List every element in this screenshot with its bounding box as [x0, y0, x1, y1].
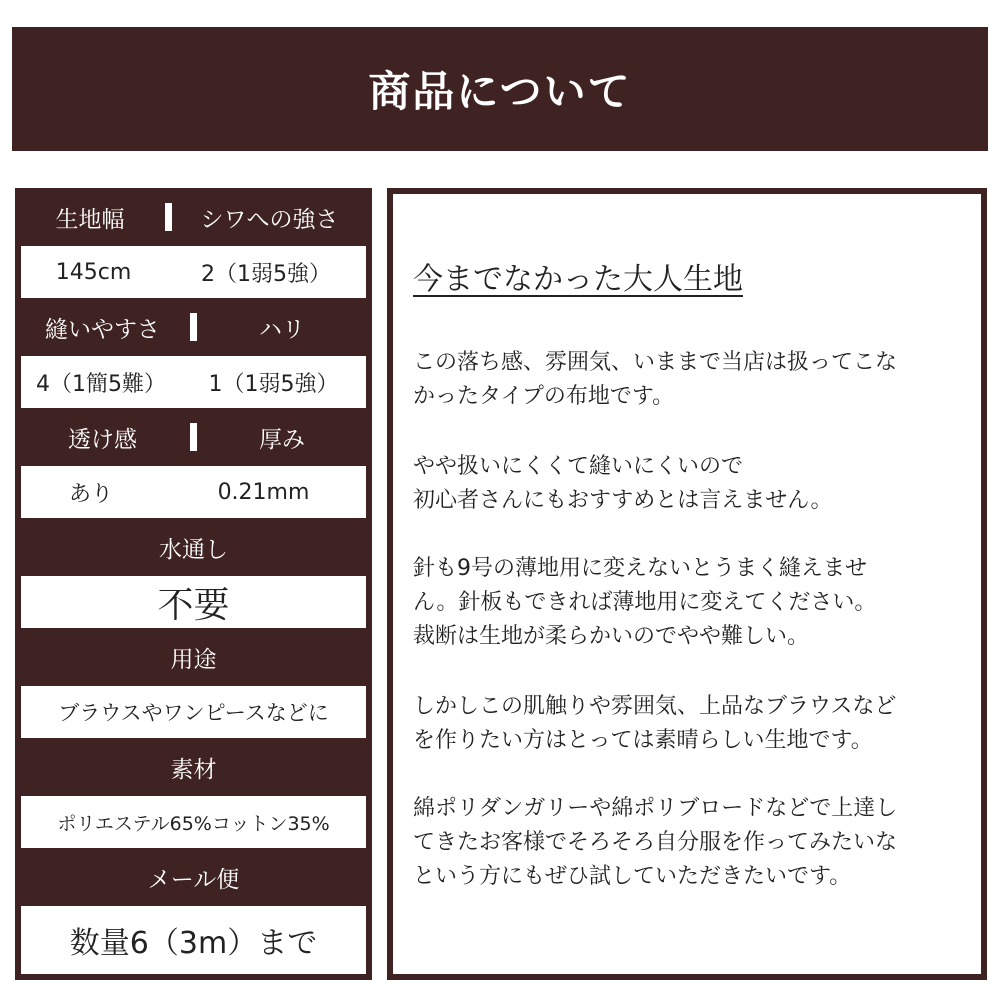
width-value: 145cm	[55, 259, 132, 285]
spec-header-row-3	[15, 412, 372, 462]
mail-value-cell	[21, 906, 366, 974]
spec-header-row-1	[15, 192, 372, 242]
material-label: 素材	[170, 756, 217, 783]
spec-value-row-2	[21, 356, 366, 408]
description-paragraph-4	[413, 690, 973, 758]
wrinkle-label: シワへの強さ	[200, 206, 339, 233]
paragraph-line: ん。針板もできれば薄地用に変えてください。	[413, 590, 877, 615]
description-body	[393, 194, 981, 974]
mail-label: メール便	[147, 866, 240, 893]
thickness-value: 0.21mm	[217, 479, 310, 505]
description-paragraph-5	[413, 792, 973, 894]
sheer-value: あり	[68, 481, 113, 507]
sheer-label: 透け感	[68, 426, 137, 453]
description-paragraph-1	[413, 346, 973, 414]
mail-value: 数量6（3m）まで	[69, 926, 318, 961]
use-value-cell	[21, 686, 366, 738]
paragraph-line: という方にもぜひ試していただきたいです。	[413, 864, 852, 889]
header-divider	[190, 313, 197, 341]
sewability-label: 縫いやすさ	[45, 316, 160, 343]
prewash-label: 水通し	[159, 536, 228, 563]
prewash-value: 不要	[157, 584, 230, 626]
paragraph-line: この落ち感、雰囲気、いままで当店は扱ってこな	[413, 350, 898, 375]
paragraph-line: 初心者さんにもおすすめとは言えません。	[413, 488, 833, 513]
wrinkle-value: 2（1弱5強）	[201, 261, 331, 287]
stiffness-label: ハリ	[259, 316, 305, 343]
width-label: 生地幅	[55, 206, 125, 233]
description-title: 今までなかった大人生地	[413, 262, 743, 297]
spec-value-row-3	[21, 466, 366, 518]
paragraph-line: 綿ポリダンガリーや綿ポリブロードなどで上達し	[413, 796, 898, 821]
material-value-cell	[21, 796, 366, 848]
spec-header-row-2	[15, 302, 372, 352]
use-label: 用途	[170, 646, 217, 673]
use-header	[15, 632, 372, 682]
description-panel	[387, 188, 987, 980]
use-value: ブラウスやワンピースなどに	[58, 701, 329, 725]
prewash-header	[15, 522, 372, 572]
material-header	[15, 742, 372, 792]
description-paragraph-3	[413, 552, 973, 654]
paragraph-line: てきたお客様でそろそろ自分服を作ってみたいな	[413, 830, 898, 855]
stiffness-value: 1（1弱5強）	[208, 371, 339, 397]
header-divider	[190, 423, 197, 451]
paragraph-line: を作りたい方はとっては素晴らしい生地です。	[413, 728, 873, 753]
prewash-value-cell	[21, 576, 366, 628]
paragraph-line: かったタイプの布地です。	[413, 384, 675, 409]
spec-value-row-1	[21, 246, 366, 298]
sewability-value: 4（1簡5難）	[36, 371, 166, 397]
paragraph-line: 針も9号の薄地用に変えないとうまく縫えませ	[413, 556, 867, 581]
paragraph-line: しかしこの肌触りや雰囲気、上品なブラウスなど	[413, 694, 897, 719]
paragraph-line: やや扱いにくくて縫いにくいので	[413, 454, 744, 479]
description-paragraph-2	[413, 450, 973, 518]
mail-header	[15, 852, 372, 902]
thickness-label: 厚み	[259, 426, 305, 453]
paragraph-line: 裁断は生地が柔らかいのでやや難しい。	[413, 624, 810, 649]
header-divider	[165, 203, 172, 231]
header-banner	[12, 27, 988, 151]
banner-title: 商品について	[368, 67, 632, 116]
spec-table	[15, 188, 372, 980]
material-value: ポリエステル65%コットン35%	[57, 812, 330, 835]
